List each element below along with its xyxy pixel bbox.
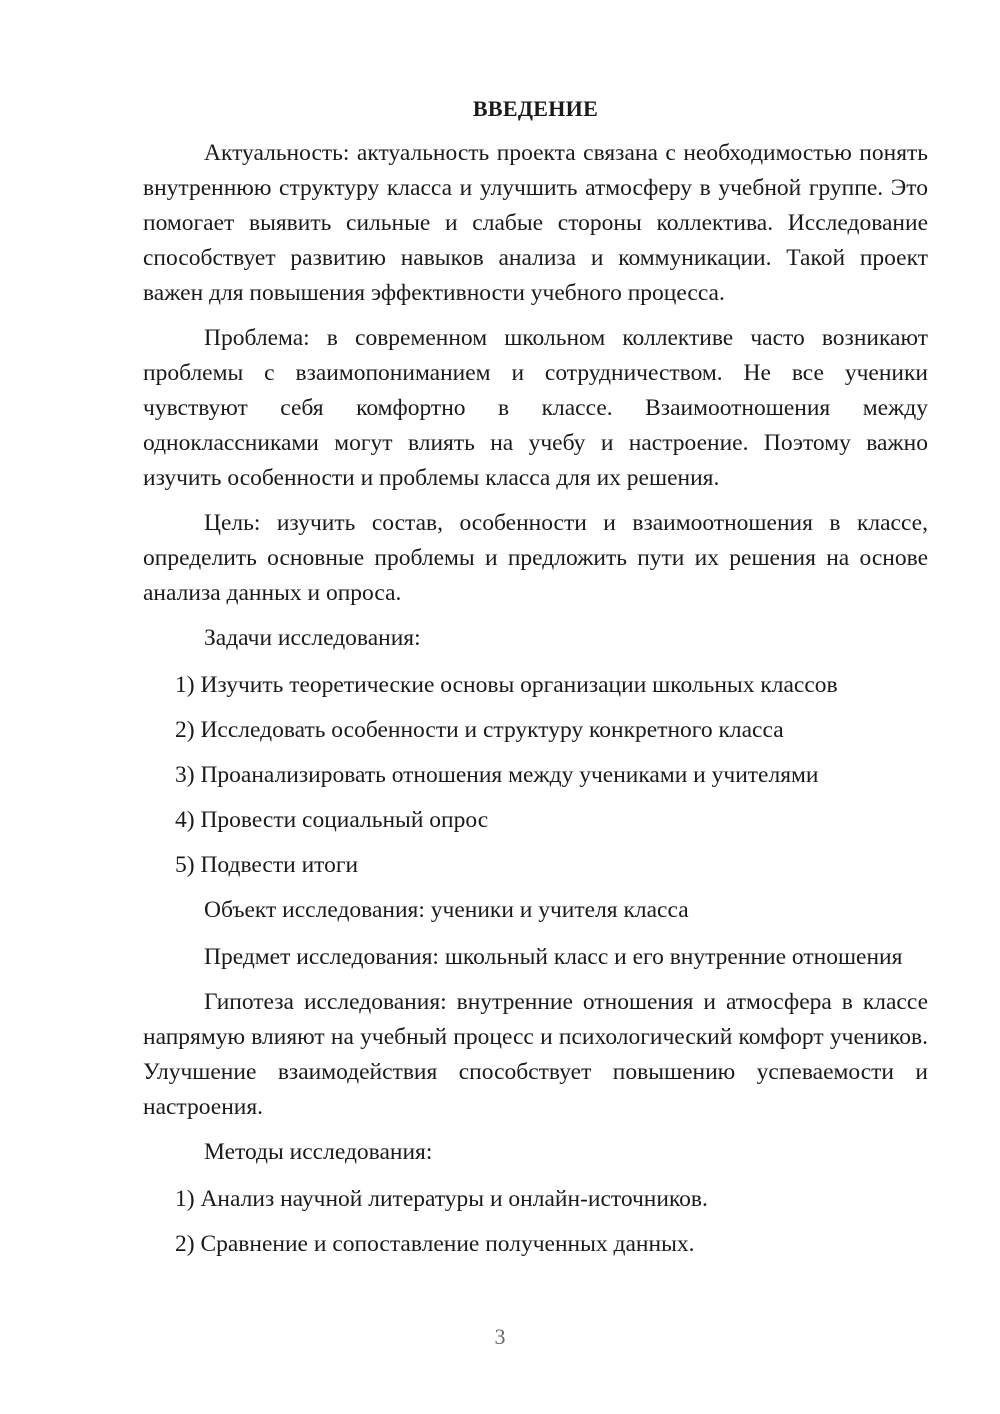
list-item: 1) Изучить теоретические основы организации школьных классов [175,672,838,698]
list-item: 4) Провести социальный опрос [175,807,489,833]
tasks-heading: Задачи исследования: [204,625,421,651]
page-number: 3 [494,1324,506,1349]
section-title: ВВЕДЕНИЕ [472,96,599,121]
goal-paragraph: Цель: изучить состав, особенности и взаимоотношения в классе, определить основные проблемы и предложить пути их решения на основе анализа данных и опроса. [143,510,928,606]
list-item: 1) Анализ научной литературы и онлайн-источников. [175,1186,708,1212]
list-item: 5) Подвести итоги [175,852,359,878]
tasks-list [143,668,928,883]
list-item: 2) Сравнение и сопоставление полученных данных. [175,1231,695,1257]
hypothesis-paragraph: Гипотеза исследования: внутренние отношения и атмосфера в классе напрямую влияют на учебный процесс и психологический комфорт учеников. Улучшение взаимодействия способствует повышению успеваемости и настроения. [143,989,928,1120]
list-item: 2) Исследовать особенности и структуру конкретного класса [175,717,784,743]
list-item: 3) Проанализировать отношения между учениками и учителями [175,762,819,788]
subject-paragraph: Предмет исследования: школьный класс и его внутренние отношения [204,944,903,970]
methods-heading: Методы исследования: [204,1139,433,1165]
problem-paragraph: Проблема: в современном школьном коллективе часто возникают проблемы с взаимопониманием и сотрудничеством. Не все ученики чувствуют себя комфортно в классе. Взаимоотношения между одноклассниками могут влиять на учебу и настроение. Поэтому важно изучить особенности и проблемы класса для их решения. [143,325,928,491]
document-page [143,94,928,1272]
relevance-paragraph: Актуальность: актуальность проекта связана с необходимостью понять внутреннюю структуру класса и улучшить атмосферу в учебной группе. Это помогает выявить сильные и слабые стороны коллектива. Исследование способствует развитию навыков анализа и коммуникации. Такой проект важен для повышения эффективности учебного процесса. [143,140,928,306]
object-paragraph: Объект исследования: ученики и учителя класса [204,897,689,923]
methods-list [143,1182,928,1262]
